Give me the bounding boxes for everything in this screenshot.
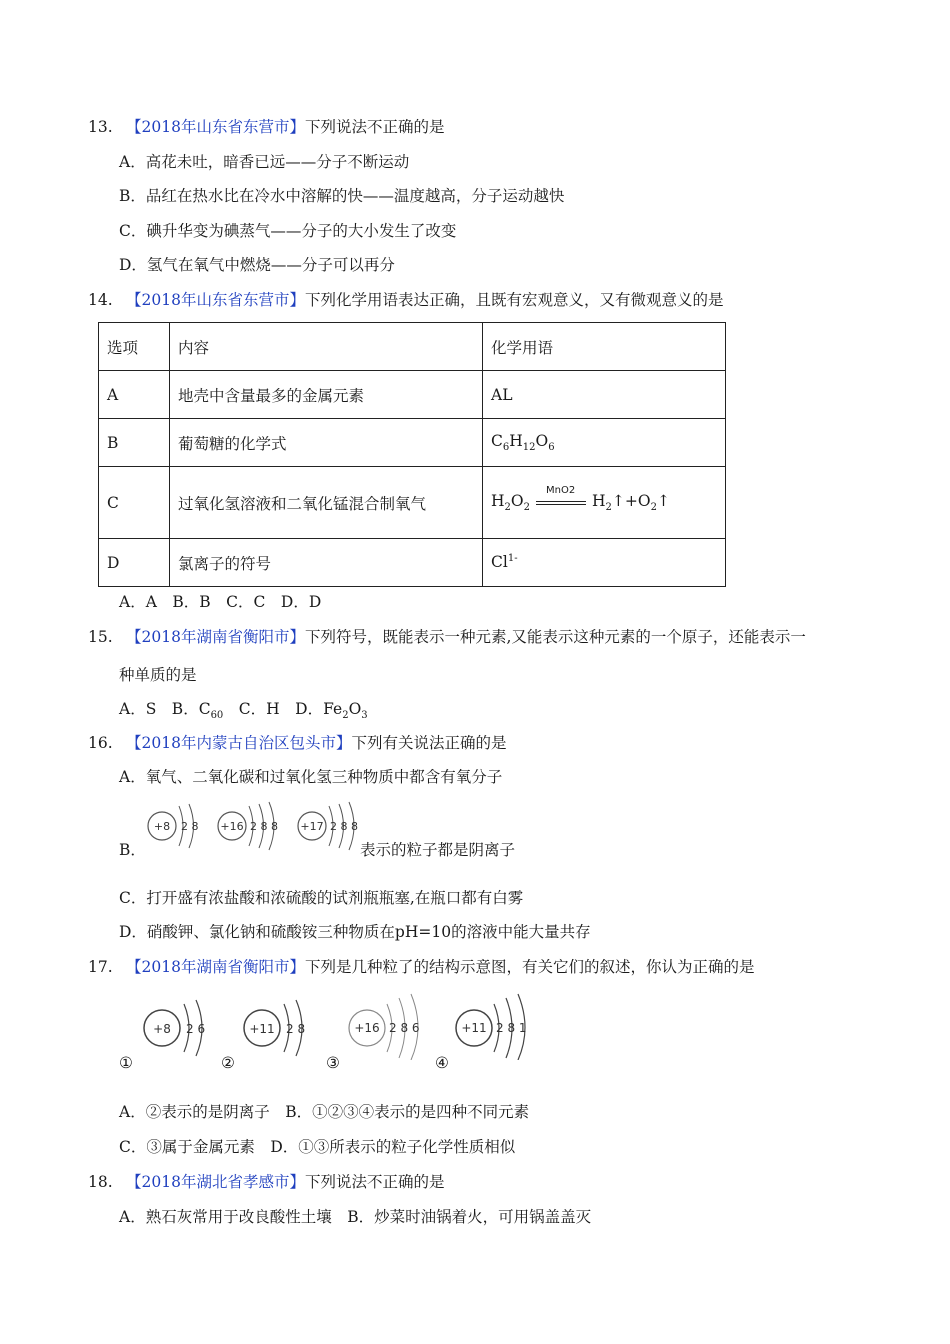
q15-answers: A．S B．$C_{60}$ C．H D．$Fe_2O_3$ (119, 700, 368, 722)
diagram-label-2: ② (221, 1054, 235, 1072)
reaction-equation: $H_2O_2$ MnO2 $H_2↑+O_2↑$ (483, 467, 726, 539)
row-expression: AL (483, 371, 726, 419)
glucose-formula: $C_6H_{12}O_6$ (483, 419, 726, 467)
shell-label: 2 8 (286, 1022, 306, 1036)
row-content: 葡萄糖的化学式 (170, 419, 483, 467)
q18-question: 下列说法不正确的是 (304, 1173, 445, 1191)
q13-source: 【2018年山东省东营市】 (126, 118, 305, 136)
row-option: C (99, 467, 170, 539)
q13-number: 13. (88, 118, 113, 136)
table-row (99, 467, 726, 539)
nucleus-label: +8 (153, 1022, 171, 1036)
diagram-label-3: ③ (326, 1054, 340, 1072)
table-header-row (99, 323, 726, 371)
q14-source: 【2018年山东省东营市】 (126, 291, 305, 309)
shell-label: 2 8 6 (389, 1021, 420, 1035)
q17-number: 17. (88, 958, 113, 976)
row-content: 地壳中含量最多的金属元素 (170, 371, 483, 419)
q14-question: 下列化学用语表达正确，且既有宏观意义，又有微观意义的是 (304, 291, 724, 309)
q17-source: 【2018年湖南省衡阳市】 (126, 958, 305, 976)
q18-source: 【2018年湖北省孝感市】 (126, 1173, 305, 1191)
q15-number: 15. (88, 628, 113, 646)
atom-diagram (349, 994, 420, 1060)
q13-question: 下列说法不正确的是 (304, 118, 445, 136)
diagram-label-1: ① (119, 1054, 133, 1072)
reaction-arrow (536, 485, 586, 513)
header-content: 内容 (170, 323, 483, 371)
atom-diagram (456, 994, 527, 1060)
row-content: 过氧化氢溶液和二氧化锰混合制氧气 (170, 467, 483, 539)
q15-question-cont: 种单质的是 (119, 666, 197, 684)
table-row (99, 371, 726, 419)
q17-stem (88, 957, 754, 977)
header-option: 选项 (99, 323, 170, 371)
row-content: 氯离子的符号 (170, 539, 483, 587)
chloride-symbol: $Cl^{1-}$ (483, 539, 726, 587)
catalyst-label: MnO2 (546, 485, 576, 497)
atom-diagram (148, 804, 199, 848)
row-option: D (99, 539, 170, 587)
shell-label: 2 8 1 (496, 1021, 527, 1035)
header-expression: 化学用语 (483, 323, 726, 371)
atom-diagram (218, 802, 278, 850)
q13-option-c: C．碘升华变为碘蒸气——分子的大小发生了改变 (119, 222, 457, 240)
q13-option-d: D．氢气在氧气中燃烧——分子可以再分 (119, 256, 395, 274)
q15-stem (88, 627, 806, 647)
q18-number: 18. (88, 1173, 113, 1191)
q17-question: 下列是几种粒了的结构示意图，有关它们的叙述，你认为正确的是 (304, 958, 755, 976)
q15-question: 下列符号，既能表示一种元素,又能表示这种元素的一个原子，还能表示一 (304, 628, 806, 646)
atom-diagram (244, 1000, 305, 1056)
diagram-label-4: ④ (435, 1054, 449, 1072)
shell-label: 2 6 (186, 1022, 206, 1036)
q17-options-cd: C．③属于金属元素 D．①③所表示的粒子化学性质相似 (119, 1138, 516, 1156)
row-option: B (99, 419, 170, 467)
q16-option-b-text: 表示的粒子都是阴离子 (360, 841, 516, 859)
q15-source: 【2018年湖南省衡阳市】 (126, 628, 305, 646)
nucleus-label: +8 (153, 820, 171, 833)
q13-option-a: A．高花未吐，暗香已远——分子不断运动 (119, 153, 410, 171)
q14-options-table (98, 322, 726, 587)
shell-label: 2 8 (181, 820, 199, 833)
q14-number: 14. (88, 291, 113, 309)
q16-option-a: A．氧气、二氧化碳和过氧化氢三种物质中都含有氧分子 (119, 768, 503, 786)
table-row (99, 419, 726, 467)
q16-option-b-label: B． (119, 841, 146, 859)
nucleus-label: +11 (249, 1022, 275, 1036)
q17-atom-diagrams (140, 990, 540, 1060)
nucleus-label: +16 (220, 820, 244, 833)
shell-label: 2 8 8 (250, 820, 278, 833)
shell-label: 2 8 8 (330, 820, 358, 833)
q16-option-d: D．硝酸钾、氯化钠和硫酸铵三种物质在pH=10的溶液中能大量共存 (119, 923, 591, 941)
q16-option-c: C．打开盛有浓盐酸和浓硫酸的试剂瓶瓶塞,在瓶口都有白雾 (119, 889, 524, 907)
table-row (99, 539, 726, 587)
q13-stem (88, 117, 444, 137)
atom-diagram (298, 802, 358, 850)
q14-answers: A．A B．B C．C D．D (119, 593, 322, 611)
q14-stem (88, 290, 723, 310)
q16-atom-diagrams (145, 800, 365, 860)
q16-source: 【2018年内蒙古自治区包头市】 (126, 734, 352, 752)
nucleus-label: +17 (300, 820, 324, 833)
q13-option-b: B．品红在热水比在冷水中溶解的快——温度越高，分子运动越快 (119, 187, 565, 205)
nucleus-label: +16 (354, 1021, 380, 1035)
q16-number: 16. (88, 734, 113, 752)
q18-stem (88, 1172, 444, 1192)
nucleus-label: +11 (461, 1021, 487, 1035)
q16-question: 下列有关说法正确的是 (351, 734, 507, 752)
atom-diagram (144, 1000, 205, 1056)
row-option: A (99, 371, 170, 419)
q17-options-ab: A．②表示的是阴离子 B．①②③④表示的是四种不同元素 (119, 1103, 530, 1121)
q18-options-ab: A．熟石灰常用于改良酸性土壤 B．炒菜时油锅着火，可用锅盖盖灭 (119, 1208, 592, 1226)
q16-stem (88, 733, 506, 753)
